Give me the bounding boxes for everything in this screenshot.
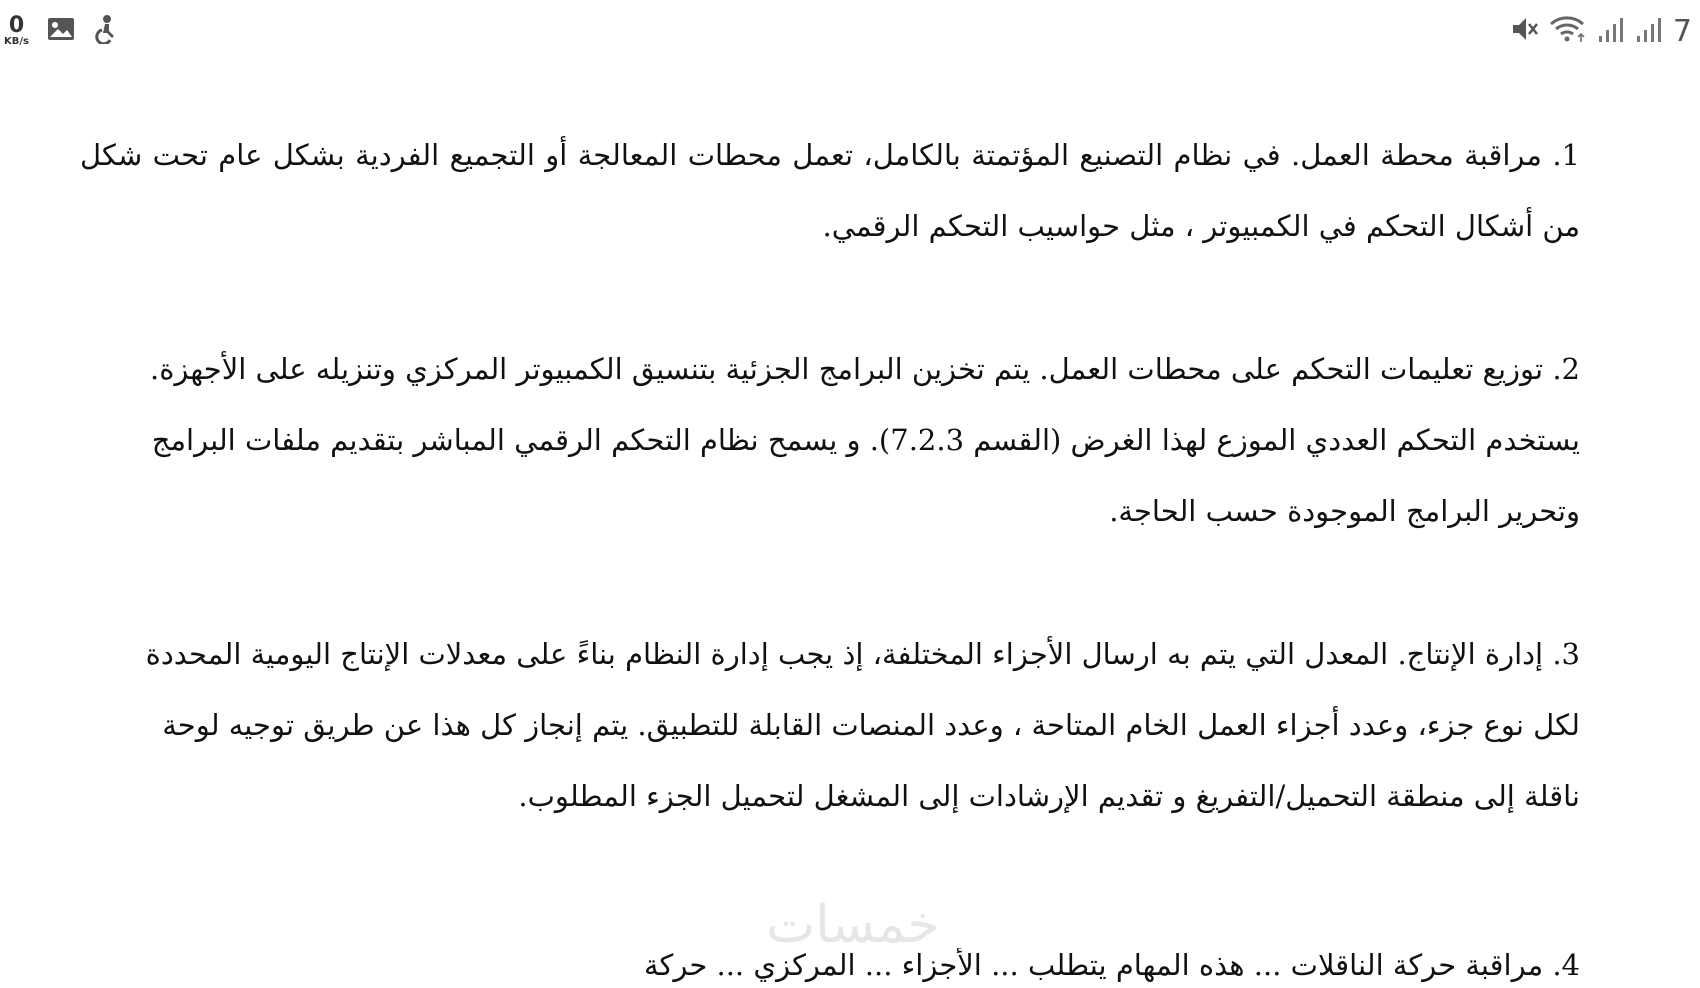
text-line: يستخدم التحكم العددي الموزع لهذا الغرض (القسم 7.2.3). و يسمح نظام التحكم الرقمي المباشر بتقديم ملفات البرامج — [151, 423, 1580, 457]
text-line: لكل نوع جزء، وعدد أجزاء العمل الخام المتاحة ، وعدد المنصات القابلة للتطبيق. يتم إنجاز كل هذا عن طريق توجيه لوحة — [162, 708, 1580, 742]
paragraph-3 — [80, 619, 1580, 832]
document-body — [80, 120, 1580, 904]
text-line: وتحرير البرامج الموجودة حسب الحاجة. — [1109, 494, 1580, 528]
text-line: ناقلة إلى منطقة التحميل/التفريغ و تقديم الإرشادات إلى المشغل لتحميل الجزء المطلوب. — [518, 779, 1580, 813]
status-bar — [0, 0, 1700, 62]
status-left — [0, 14, 119, 48]
text-line: 3. إدارة الإنتاج. المعدل التي يتم به ارسال الأجزاء المختلفة، إذ يجب إدارة النظام بناءً على معدلات الإنتاج اليومية المحددة — [145, 637, 1580, 671]
status-right — [1509, 14, 1700, 49]
battery-level: 7 — [1672, 13, 1692, 49]
wifi-icon — [1549, 14, 1587, 48]
accessibility-icon — [93, 14, 119, 48]
mute-icon — [1509, 14, 1539, 48]
partial-text-line: 4. مراقبة حركة الناقلات ... هذه المهام يتطلب ... الأجزاء ... المركزي ... حركة — [644, 948, 1580, 982]
image-icon — [47, 17, 75, 45]
signal-icon — [1635, 14, 1663, 48]
paragraph-2 — [80, 334, 1580, 547]
text-line: 2. توزيع تعليمات التحكم على محطات العمل. يتم تخزين البرامج الجزئية بتنسيق الكمبيوتر المركزي وتنزيله على الأجهزة. — [149, 352, 1580, 386]
signal-icon — [1597, 14, 1625, 48]
watermark-logo: خمسات — [766, 895, 940, 955]
paragraph-1 — [80, 120, 1580, 262]
net-speed-value: 0 — [8, 13, 25, 38]
text-line: 1. مراقبة محطة العمل. في نظام التصنيع المؤتمتة بالكامل، تعمل محطات المعالجة أو التجميع الفردية بشكل عام تحت شكل — [80, 138, 1580, 172]
text-line: من أشكال التحكم في الكمبيوتر ، مثل حواسيب التحكم الرقمي. — [822, 209, 1580, 243]
network-speed-indicator — [4, 15, 29, 47]
net-speed-unit: KB/s — [4, 36, 29, 47]
